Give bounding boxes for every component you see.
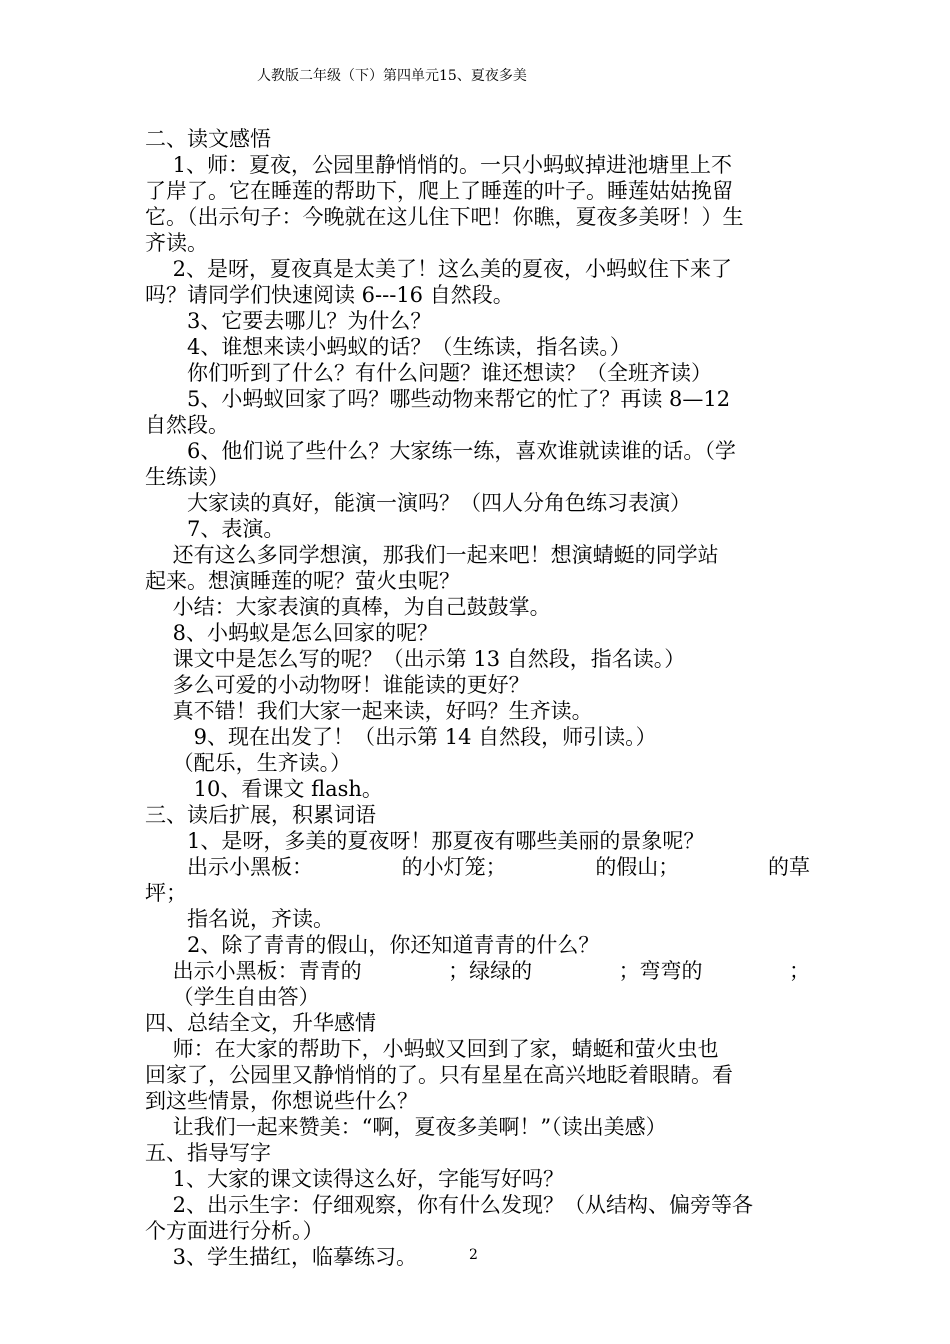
paragraph-line: 还有这么多同学想演，那我们一起来吧！想演蜻蜓的同学站 bbox=[145, 543, 719, 567]
paragraph-line: 3、它要去哪儿？为什么？ bbox=[145, 309, 432, 333]
paragraph-line: 2、出示生字：仔细观察，你有什么发现？（从结构、偏旁等各 bbox=[145, 1193, 754, 1217]
paragraph-line: 4、谁想来读小蚂蚁的话？（生练读，指名读。） bbox=[145, 335, 631, 359]
paragraph-line: 齐读。 bbox=[145, 231, 208, 255]
blackboard-line-2 bbox=[145, 958, 810, 984]
paragraph-line: 回家了，公园里又静悄悄的了。只有星星在高兴地眨着眼睛。看 bbox=[145, 1063, 733, 1087]
page-header: 人教版二年级（下）第四单元15、夏夜多美 bbox=[257, 68, 527, 84]
paragraph-line: 5、小蚂蚁回家了吗？哪些动物来帮它的忙了？再读 8—12 bbox=[145, 387, 731, 411]
page-number: 2 bbox=[469, 1247, 478, 1263]
blackboard-item: 的小灯笼； bbox=[401, 855, 507, 879]
paragraph-line: 个方面进行分析。） bbox=[145, 1219, 324, 1243]
paragraph-line: 9、现在出发了！（出示第 14 自然段，师引读。） bbox=[145, 725, 657, 749]
blackboard-line-1 bbox=[145, 854, 810, 880]
blackboard-item: ；弯弯的 bbox=[618, 959, 703, 983]
paragraph-line: （学生自由答） bbox=[145, 985, 320, 1009]
section-heading: 三、读后扩展，积累词语 bbox=[145, 803, 376, 827]
paragraph-line: （配乐，生齐读。） bbox=[145, 751, 352, 775]
paragraph-line: 到这些情景，你想说些什么？ bbox=[145, 1089, 418, 1113]
paragraph-line: 它。（出示句子：今晚就在这儿住下吧！你瞧，夏夜多美呀！）生 bbox=[145, 205, 744, 229]
blackboard-prefix: 出示小黑板： bbox=[145, 855, 313, 879]
paragraph-line: 3、学生描红，临摹练习。 bbox=[145, 1245, 418, 1269]
paragraph-line: 真不错！我们大家一起来读，好吗？生齐读。 bbox=[145, 699, 593, 723]
paragraph-line: 6、他们说了些什么？大家练一练，喜欢谁就读谁的话。（学 bbox=[145, 439, 736, 463]
paragraph-line: 起来。想演睡莲的呢？萤火虫呢？ bbox=[145, 569, 460, 593]
paragraph-line: 自然段。 bbox=[145, 413, 229, 437]
paragraph-line: 1、是呀，多美的夏夜呀！那夏夜有哪些美丽的景象呢？ bbox=[145, 829, 705, 853]
blackboard-item: 的草 bbox=[767, 855, 810, 879]
paragraph-line: 8、小蚂蚁是怎么回家的呢？ bbox=[145, 621, 439, 645]
blackboard-prefix: 出示小黑板：青青的 bbox=[145, 959, 362, 983]
paragraph-line: 2、除了青青的假山，你还知道青青的什么？ bbox=[145, 933, 600, 957]
section-heading: 二、读文感悟 bbox=[145, 127, 271, 151]
paragraph-line: 小结：大家表演的真棒，为自己鼓鼓掌。 bbox=[145, 595, 551, 619]
paragraph-line: 师：在大家的帮助下，小蚂蚁又回到了家，蜻蜓和萤火虫也 bbox=[145, 1037, 719, 1061]
paragraph-line: 坪； bbox=[145, 881, 187, 905]
paragraph-line: 让我们一起来赞美：“啊，夏夜多美啊！”（读出美感） bbox=[145, 1115, 667, 1139]
blackboard-item: 的假山； bbox=[595, 855, 680, 879]
section-heading: 五、指导写字 bbox=[145, 1141, 271, 1165]
section-heading: 四、总结全文，升华感情 bbox=[145, 1011, 376, 1035]
paragraph-line: 了岸了。它在睡莲的帮助下，爬上了睡莲的叶子。睡莲姑姑挽留 bbox=[145, 179, 733, 203]
paragraph-line: 吗？请同学们快速阅读 6---16 自然段。 bbox=[145, 283, 514, 307]
paragraph-line: 多么可爱的小动物呀！谁能读的更好？ bbox=[145, 673, 530, 697]
paragraph-line: 课文中是怎么写的呢？（出示第 13 自然段，指名读。） bbox=[145, 647, 686, 671]
paragraph-line: 10、看课文 flash。 bbox=[145, 777, 383, 801]
blackboard-item: ；绿绿的 bbox=[448, 959, 533, 983]
paragraph-line: 大家读的真好，能演一演吗？（四人分角色练习表演） bbox=[145, 491, 691, 515]
document-body bbox=[145, 126, 810, 1270]
blackboard-item: ； bbox=[789, 959, 810, 983]
paragraph-line: 1、大家的课文读得这么好，字能写好吗？ bbox=[145, 1167, 565, 1191]
paragraph-line: 生练读） bbox=[145, 465, 229, 489]
paragraph-line: 7、表演。 bbox=[145, 517, 285, 541]
paragraph-line: 1、师：夏夜，公园里静悄悄的。一只小蚂蚁掉进池塘里上不 bbox=[145, 153, 733, 177]
paragraph-line: 指名说，齐读。 bbox=[145, 907, 334, 931]
paragraph-line: 2、是呀，夏夜真是太美了！这么美的夏夜，小蚂蚁住下来了 bbox=[145, 257, 733, 281]
paragraph-line: 你们听到了什么？有什么问题？谁还想读？（全班齐读） bbox=[145, 361, 712, 385]
